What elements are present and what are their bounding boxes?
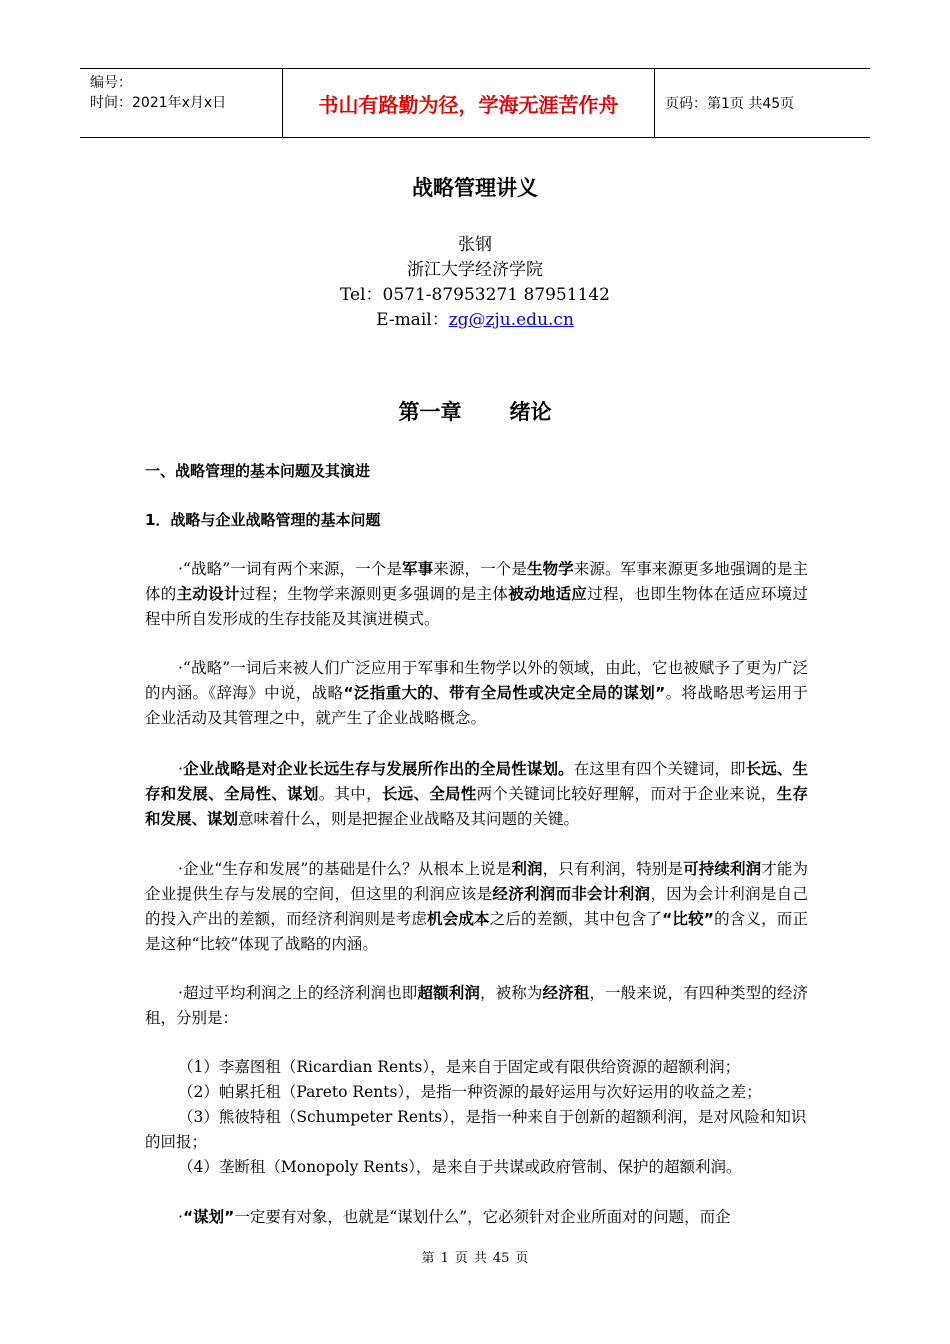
text-run: 两个关键词比较好理解，而对于企业来说， [476, 785, 777, 803]
text-run: 来源，一个是 [433, 560, 527, 578]
bold-run: 被动地适应 [508, 585, 588, 603]
bold-run: 军事 [402, 560, 434, 578]
author-block [0, 233, 950, 333]
text-run: 。将战略思考运用于企业活动及其管理之中，就产生了企业战略概念。 [145, 684, 808, 727]
text-run: ·“战略”一词有两个来源，一个是 [178, 560, 403, 578]
bold-run: “谋划” [182, 1208, 235, 1226]
bold-run: “比较” [662, 910, 714, 928]
text-run: 。其中， [318, 785, 382, 803]
bold-run: 超额利润 [417, 984, 480, 1002]
chapter-name: 绪论 [509, 400, 552, 424]
author-affiliation: 浙江大学经济学院 [407, 260, 543, 280]
footer-text: 页 [454, 1251, 468, 1266]
bold-run: 企业战略是对企业长远生存与发展所作出的全局性谋划。 [182, 760, 574, 778]
text-run: ·企业“生存和发展”的基础是什么？从根本上说是 [178, 860, 512, 878]
text-run: ·“战略”一词后来被人们广泛应用于军事和生物学以外的领域，由此，它也被赋予了更为广泛的内涵。《辞海》中说，战略 [145, 659, 808, 702]
paragraph-profit [145, 857, 808, 957]
list-item: （2）帕累托租（Pareto Rents），是指一种资源的最好运用与次好运用的收益之差； [178, 1083, 762, 1101]
paragraph-planning [145, 1205, 808, 1230]
page-footer [0, 1247, 950, 1266]
text-run: · [178, 760, 183, 778]
footer-text: 共 [473, 1251, 487, 1266]
bold-run: 经济租 [542, 984, 590, 1002]
document-time-label: 时间：2021年x月x日 [90, 95, 227, 111]
text-run: ，因为会计利润是自己的投入产出的差额，而经济利润则是考虑 [145, 885, 808, 928]
text-run: 过程；生物学来源则更多强调的是主体 [239, 585, 509, 603]
bold-run: 主动设计 [176, 585, 240, 603]
bold-run: 生物学 [526, 560, 574, 578]
footer-total-pages: 45 [492, 1251, 510, 1266]
text-run: 意味着什么，则是把握企业战略及其问题的关键。 [238, 810, 580, 828]
header-page-info: 页码：第1页 共45页 [665, 96, 795, 112]
header-motto: 书山有路勤为径，学海无涯苦作舟 [282, 69, 655, 137]
paragraph-economic-rent [145, 981, 808, 1031]
text-run: ，一般来说，有四种类型的经济租，分别是： [145, 984, 808, 1027]
paragraph-enterprise-strategy [145, 757, 808, 832]
footer-page-number: 1 [440, 1251, 449, 1266]
chapter-number: 第一章 [398, 400, 462, 424]
author-name: 张钢 [458, 235, 492, 255]
bold-run: 可持续利润 [683, 860, 762, 878]
paragraph-strategy-origin [145, 557, 808, 632]
bold-run: 利润 [511, 860, 543, 878]
section-heading-1: 一、战略管理的基本问题及其演进 [145, 462, 371, 480]
email-link[interactable]: zg@zju.edu.cn [448, 310, 574, 330]
text-run: 过程，也即生物体在适应环境过程中所自发形成的生存技能及其演进模式。 [145, 585, 808, 628]
text-run: 在这里有四个关键词，即 [573, 760, 746, 778]
page-header-table [80, 68, 870, 138]
bold-run: 经济利润而非会计利润 [492, 885, 651, 903]
author-email-line [0, 308, 950, 333]
bold-run: 长远、全局性 [381, 785, 477, 803]
text-run: ，被称为 [479, 984, 543, 1002]
list-item: （1）李嘉图租（Ricardian Rents），是来自于固定或有限供给资源的超额利润； [178, 1058, 741, 1076]
paragraph-strategy-meaning [145, 656, 808, 731]
bold-run: 机会成本 [427, 910, 490, 928]
document-title: 战略管理讲义 [412, 176, 538, 200]
rent-types-list [145, 1055, 808, 1180]
email-label: E-mail： [376, 310, 449, 330]
bold-run: “泛指重大的、带有全局性或决定全局的谋划” [343, 684, 666, 702]
list-item: （4）垄断租（Monopoly Rents），是来自于共谋或政府管制、保护的超额利润。 [178, 1158, 742, 1176]
bold-run: 生存和发展、谋划 [145, 785, 808, 828]
list-item: （3）熊彼特租（Schumpeter Rents），是指一种来自于创新的超额利润，是对风险和知识的回报； [145, 1108, 807, 1151]
text-run: 之后的差额，其中包含了 [489, 910, 663, 928]
text-run: 来源。军事来源更多地强调的是主体的 [145, 560, 808, 603]
text-run: 一定要有对象，也就是“谋划什么”，它必须针对企业所面对的问题，而企 [234, 1208, 731, 1226]
footer-text: 第 [421, 1251, 435, 1266]
text-run: 才能为企业提供生存与发展的空间，但这里的利润应该是 [145, 860, 808, 903]
author-tel: Tel：0571-87953271 87951142 [340, 285, 610, 305]
document-number-label: 编号： [90, 75, 132, 91]
bold-run: 长远、生存和发展、全局性、谋划 [145, 760, 808, 803]
text-run: ·超过平均利润之上的经济利润也即 [178, 984, 418, 1002]
text-run: · [178, 1208, 183, 1226]
footer-text: 页 [515, 1251, 529, 1266]
header-left-cell [80, 69, 282, 137]
text-run: ，只有利润，特别是 [542, 860, 684, 878]
chapter-heading [0, 396, 950, 426]
text-run: 的含义，而正是这种“比较”体现了战略的内涵。 [145, 910, 808, 953]
section-heading-2: 1．战略与企业战略管理的基本问题 [145, 511, 381, 529]
